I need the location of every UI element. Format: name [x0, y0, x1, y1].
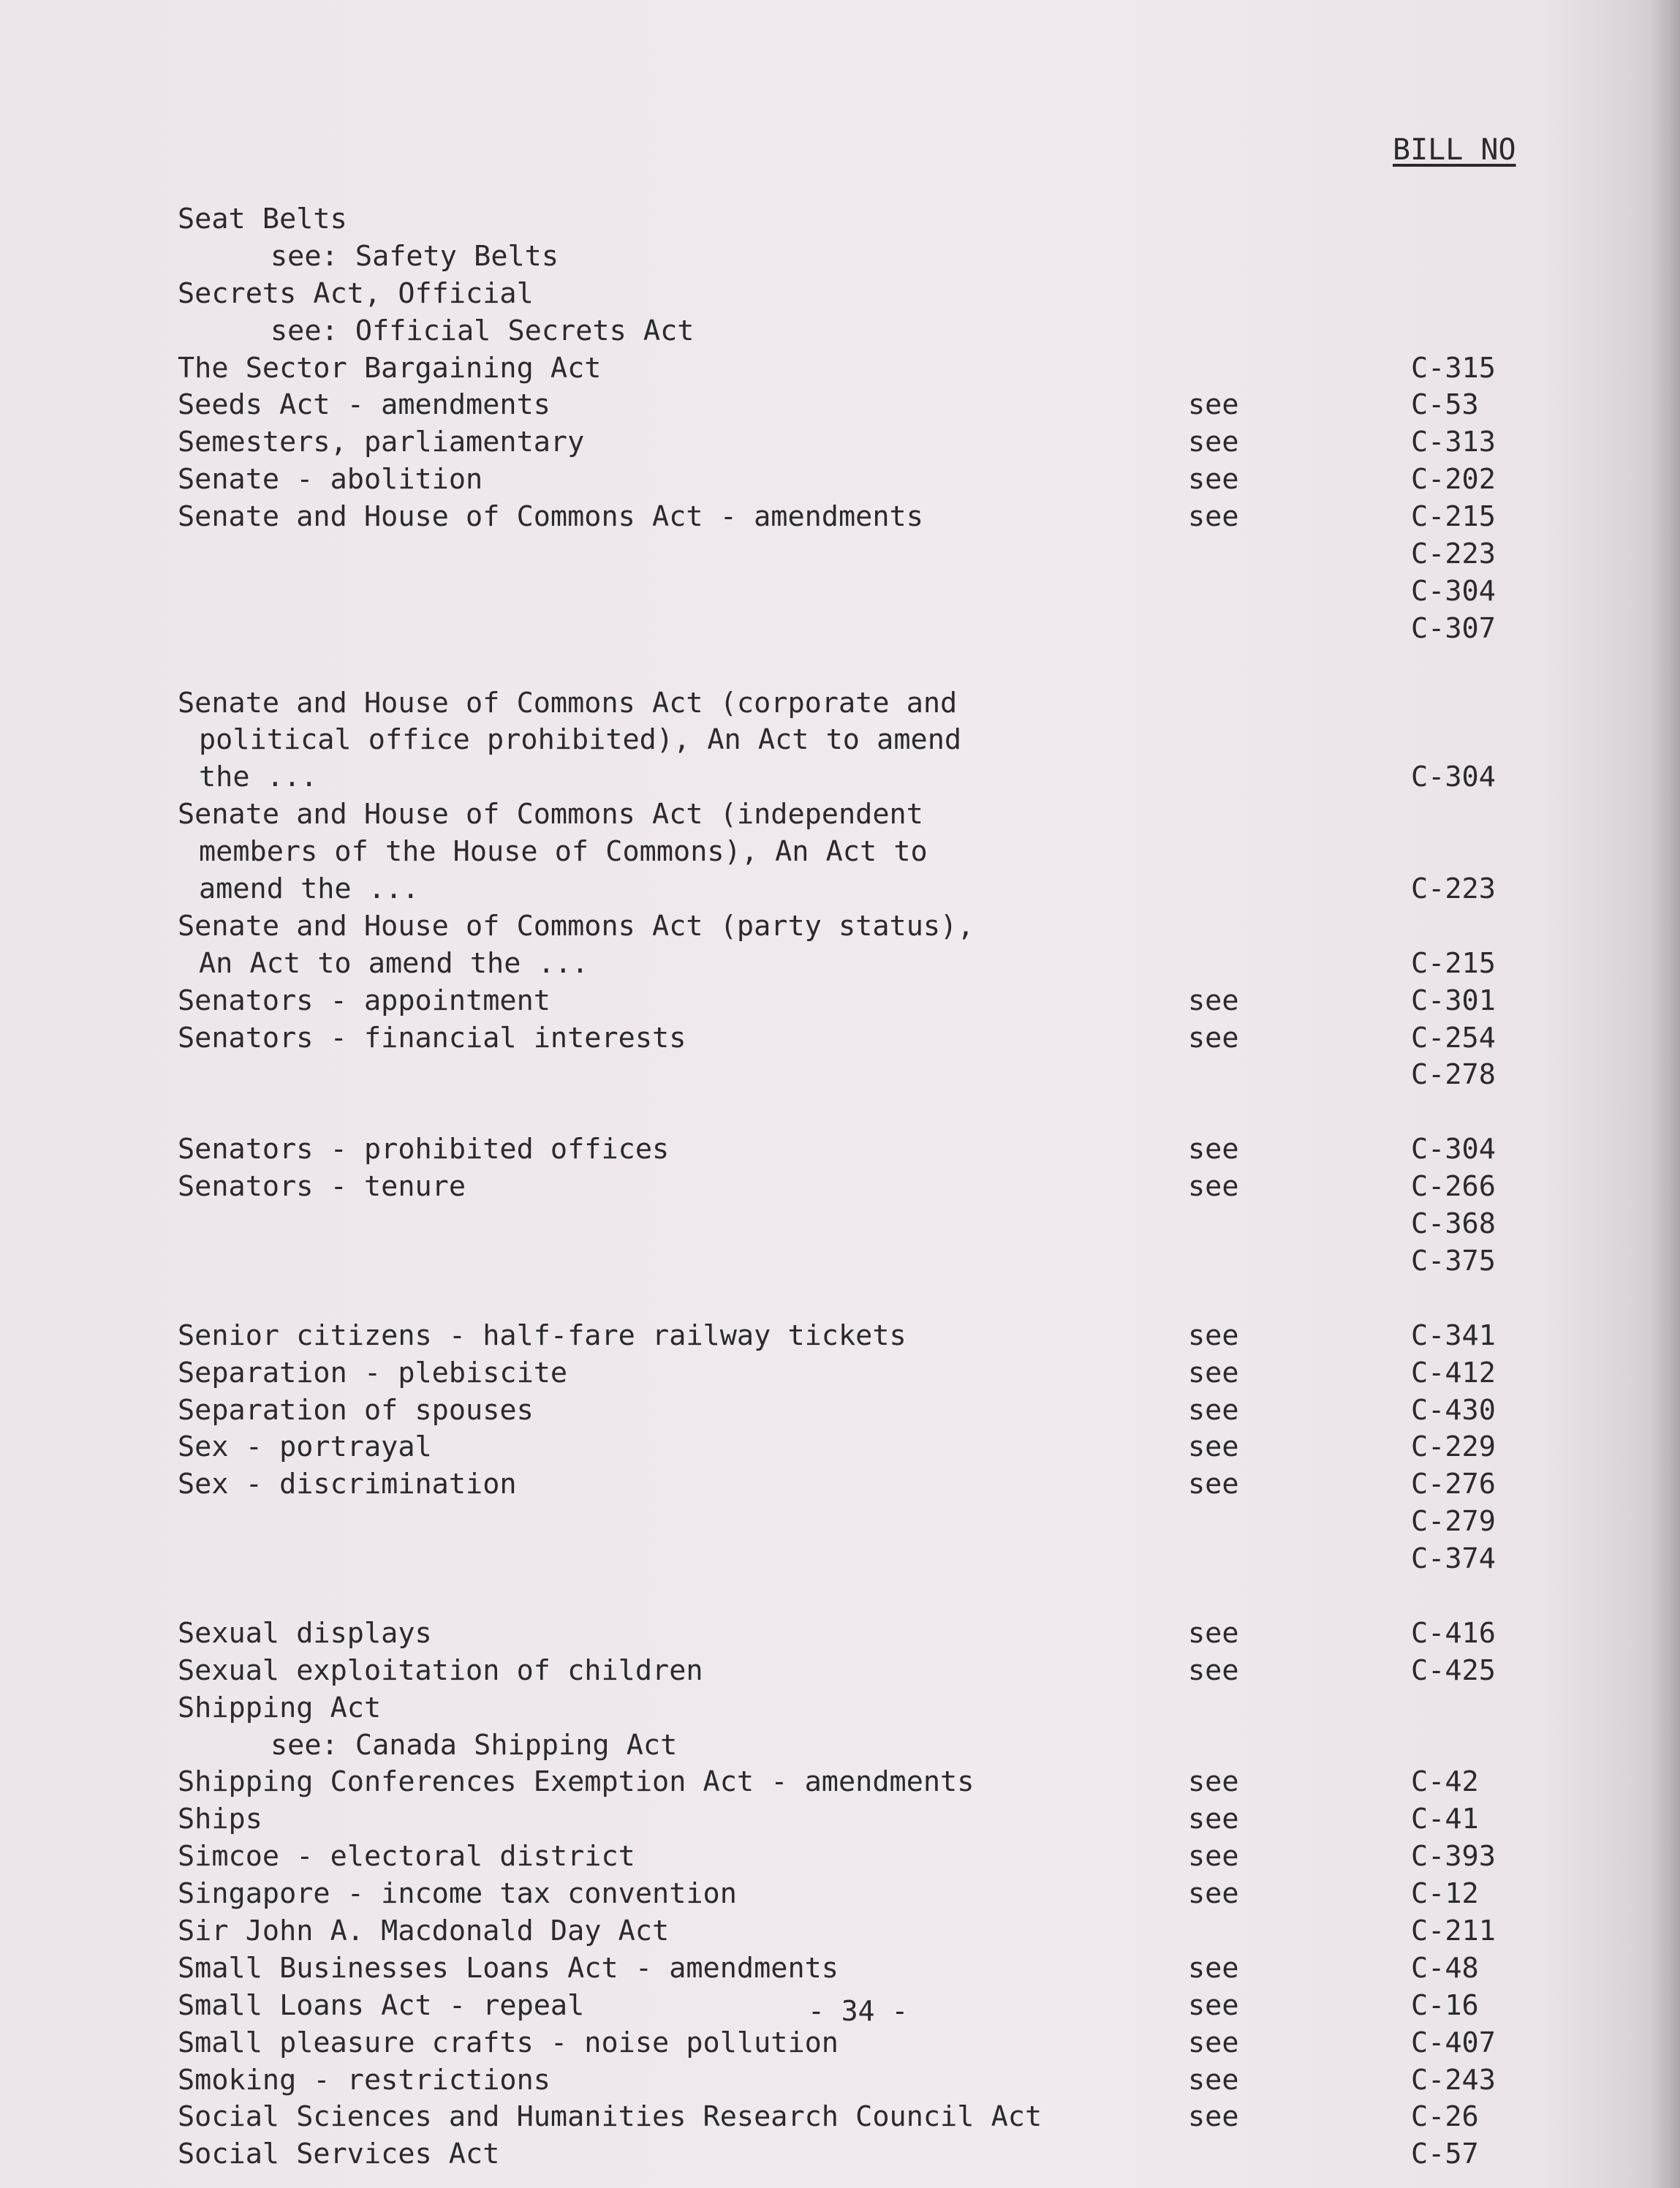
subject-text: Senate and House of Commons Act (independent	[178, 798, 923, 831]
bill-number: C-368	[1411, 1207, 1496, 1241]
bill-number: C-307	[1411, 611, 1496, 645]
see-reference-label: see	[1188, 1021, 1239, 1055]
subject-text: Senators - tenure	[178, 1170, 466, 1204]
bill-number: C-375	[1411, 1244, 1496, 1278]
subject-text: Senators - prohibited offices	[178, 1133, 670, 1166]
index-row	[0, 1913, 1680, 1950]
page-number: - 34 -	[808, 1995, 909, 2027]
see-reference-label: see	[1188, 1393, 1239, 1427]
subject-text: Secrets Act, Official	[178, 276, 534, 310]
index-entries	[0, 201, 1680, 2173]
index-row	[0, 1615, 1680, 1653]
bill-number: C-304	[1411, 1133, 1496, 1166]
bill-number: C-278	[1411, 1058, 1496, 1092]
bill-number: C-315	[1411, 351, 1496, 385]
index-row	[0, 1429, 1680, 1466]
index-row	[0, 1727, 1680, 1765]
bill-number: C-393	[1411, 1840, 1496, 1874]
subject-text: members of the House of Commons), An Act to	[199, 835, 928, 869]
subject-text: Separation of spouses	[178, 1393, 534, 1427]
blank-line	[0, 648, 1680, 685]
index-row	[0, 461, 1680, 499]
bill-number: C-223	[1411, 537, 1496, 571]
index-row	[0, 1764, 1680, 1801]
subject-text: Shipping Act	[178, 1691, 382, 1724]
see-reference-label: see	[1188, 1653, 1239, 1687]
see-reference-label: see	[1188, 463, 1239, 497]
index-row	[0, 1838, 1680, 1876]
bill-number: C-211	[1411, 1914, 1496, 1947]
index-row	[0, 1690, 1680, 1727]
bill-number: C-53	[1411, 388, 1479, 422]
bill-number: C-57	[1411, 2138, 1479, 2171]
subject-text: Senators - appointment	[178, 984, 550, 1017]
index-row	[0, 908, 1680, 946]
index-row	[0, 1950, 1680, 1988]
cross-reference-text: see: Safety Belts	[270, 239, 559, 273]
see-reference-label: see	[1188, 500, 1239, 534]
index-row	[0, 1057, 1680, 1094]
subject-text: Sex - discrimination	[178, 1468, 517, 1501]
index-row	[0, 238, 1680, 276]
bill-number: C-215	[1411, 946, 1496, 980]
index-row	[0, 1466, 1680, 1504]
subject-text: An Act to amend the ...	[199, 946, 589, 980]
blank-line	[0, 1094, 1680, 1131]
see-reference-label: see	[1188, 1133, 1239, 1166]
index-row	[0, 1355, 1680, 1392]
index-row	[0, 1653, 1680, 1690]
see-reference-label: see	[1188, 1951, 1239, 1985]
subject-text: the ...	[199, 761, 318, 794]
index-row	[0, 424, 1680, 461]
bill-number: C-266	[1411, 1170, 1496, 1204]
bill-number: C-407	[1411, 2026, 1496, 2059]
index-row	[0, 1169, 1680, 1206]
subject-text: Shipping Conferences Exemption Act - amendments	[178, 1765, 975, 1799]
index-row	[0, 276, 1680, 313]
subject-text: amend the ...	[199, 872, 420, 906]
index-row	[0, 722, 1680, 759]
subject-text: Small Loans Act - repeal	[178, 1988, 585, 2022]
index-row	[0, 1541, 1680, 1578]
bill-number: C-416	[1411, 1616, 1496, 1650]
bill-number: C-48	[1411, 1951, 1479, 1985]
index-row	[0, 834, 1680, 871]
index-row	[0, 983, 1680, 1020]
subject-text: Sir John A. Macdonald Day Act	[178, 1914, 670, 1947]
index-row	[0, 1020, 1680, 1057]
subject-text: Senate and House of Commons Act (party status),	[178, 909, 975, 943]
subject-text: Ships	[178, 1803, 262, 1836]
subject-text: Separation - plebiscite	[178, 1356, 568, 1389]
see-reference-label: see	[1188, 2100, 1239, 2134]
subject-text: Simcoe - electoral district	[178, 1840, 635, 1874]
subject-text: Senate and House of Commons Act - amendments	[178, 500, 923, 534]
bill-number: C-254	[1411, 1021, 1496, 1055]
index-row	[0, 201, 1680, 238]
index-row	[0, 685, 1680, 723]
index-row	[0, 1392, 1680, 1430]
subject-text: Small pleasure crafts - noise pollution	[178, 2026, 839, 2059]
subject-text: Senior citizens - half-fare railway tickets	[178, 1319, 907, 1352]
bill-number: C-304	[1411, 574, 1496, 608]
index-row	[0, 1206, 1680, 1243]
bill-number: C-41	[1411, 1803, 1479, 1836]
subject-text: Social Services Act	[178, 2138, 500, 2171]
cross-reference-text: see: Canada Shipping Act	[270, 1728, 678, 1762]
index-row	[0, 611, 1680, 648]
bill-no-column-header: BILL NO	[1393, 133, 1516, 167]
bill-number: C-313	[1411, 426, 1496, 459]
see-reference-label: see	[1188, 2026, 1239, 2059]
see-reference-label: see	[1188, 1988, 1239, 2022]
bill-number: C-42	[1411, 1765, 1479, 1799]
blank-line	[0, 1280, 1680, 1318]
index-row	[0, 946, 1680, 983]
index-row	[0, 2025, 1680, 2062]
subject-text: Singapore - income tax convention	[178, 1877, 737, 1911]
subject-text: Seeds Act - amendments	[178, 388, 550, 422]
bill-number: C-304	[1411, 761, 1496, 794]
index-row	[0, 2099, 1680, 2136]
subject-text: Seat Belts	[178, 203, 347, 235]
index-row	[0, 2136, 1680, 2173]
index-row	[0, 313, 1680, 350]
index-row	[0, 1504, 1680, 1541]
index-row	[0, 1801, 1680, 1838]
index-row	[0, 499, 1680, 536]
subject-text: Senate and House of Commons Act (corporate and	[178, 686, 958, 720]
subject-text: Social Sciences and Humanities Research Council Act	[178, 2100, 1043, 2134]
index-row	[0, 796, 1680, 834]
see-reference-label: see	[1188, 2063, 1239, 2097]
bill-number: C-301	[1411, 984, 1496, 1017]
subject-text: Sexual displays	[178, 1616, 432, 1650]
bill-number: C-425	[1411, 1653, 1496, 1687]
see-reference-label: see	[1188, 984, 1239, 1017]
see-reference-label: see	[1188, 1877, 1239, 1911]
see-reference-label: see	[1188, 426, 1239, 459]
see-reference-label: see	[1188, 1468, 1239, 1501]
subject-text: Senate - abolition	[178, 463, 483, 497]
bill-number: C-229	[1411, 1430, 1496, 1464]
index-row	[0, 536, 1680, 573]
bill-number: C-276	[1411, 1468, 1496, 1501]
index-row	[0, 871, 1680, 908]
see-reference-label: see	[1188, 1840, 1239, 1874]
see-reference-label: see	[1188, 1430, 1239, 1464]
see-reference-label: see	[1188, 1170, 1239, 1204]
bill-number: C-223	[1411, 872, 1496, 906]
bill-number: C-341	[1411, 1319, 1496, 1352]
bill-number: C-279	[1411, 1505, 1496, 1539]
bill-number: C-430	[1411, 1393, 1496, 1427]
index-row	[0, 1243, 1680, 1280]
cross-reference-text: see: Official Secrets Act	[270, 314, 695, 347]
see-reference-label: see	[1188, 1319, 1239, 1352]
subject-text: Sex - portrayal	[178, 1430, 432, 1464]
index-row	[0, 1318, 1680, 1355]
index-row	[0, 2062, 1680, 2100]
bill-number: C-202	[1411, 463, 1496, 497]
bill-number: C-412	[1411, 1356, 1496, 1389]
blank-line	[0, 1578, 1680, 1615]
index-row	[0, 387, 1680, 424]
bill-number: C-12	[1411, 1877, 1479, 1911]
index-row	[0, 1876, 1680, 1913]
bill-number: C-243	[1411, 2063, 1496, 2097]
see-reference-label: see	[1188, 1356, 1239, 1389]
subject-text: Small Businesses Loans Act - amendments	[178, 1951, 839, 1985]
index-row	[0, 573, 1680, 611]
see-reference-label: see	[1188, 388, 1239, 422]
subject-text: Senators - financial interests	[178, 1021, 686, 1055]
index-row	[0, 1131, 1680, 1169]
bill-number: C-26	[1411, 2100, 1479, 2134]
bill-number: C-215	[1411, 500, 1496, 534]
see-reference-label: see	[1188, 1803, 1239, 1836]
subject-text: Sexual exploitation of children	[178, 1653, 703, 1687]
see-reference-label: see	[1188, 1765, 1239, 1799]
bill-number: C-374	[1411, 1542, 1496, 1576]
subject-text: political office prohibited), An Act to amend	[199, 723, 962, 757]
subject-text: Smoking - restrictions	[178, 2063, 550, 2097]
see-reference-label: see	[1188, 1616, 1239, 1650]
bill-number: C-16	[1411, 1988, 1479, 2022]
subject-text: Semesters, parliamentary	[178, 426, 585, 459]
subject-text: The Sector Bargaining Act	[178, 351, 602, 385]
index-row	[0, 350, 1680, 388]
index-row	[0, 759, 1680, 796]
